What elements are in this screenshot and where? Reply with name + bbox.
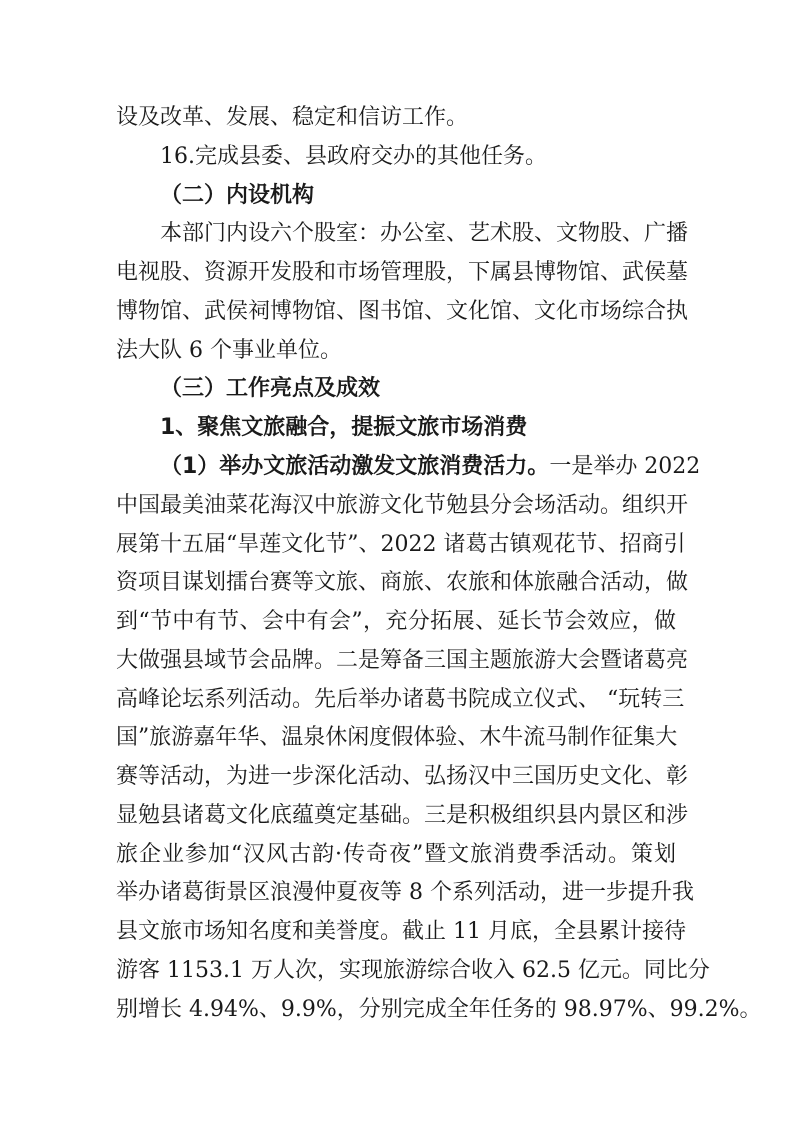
paragraph-line: 高峰论坛系列活动。先后举办诸葛书院成立仪式、 “玩转三 bbox=[116, 687, 685, 712]
paragraph-line: 博物馆、武侯祠博物馆、图书馆、文化馆、文化市场综合执 bbox=[116, 299, 689, 324]
paragraph-line: 显勉县诸葛文化底蕴奠定基础。三是积极组织县内景区和涉 bbox=[116, 803, 689, 828]
inline-text: 一是举办 2022 bbox=[549, 454, 701, 479]
paragraph-line: 大做强县域节会品牌。二是筹备三国主题旅游大会暨诸葛亮 bbox=[116, 648, 689, 673]
paragraph-line: 举办诸葛街景区浪漫仲夏夜等 8 个系列活动，进一步提升我 bbox=[116, 880, 694, 905]
section-heading-highlights: （三）工作亮点及成效 bbox=[160, 376, 381, 401]
paragraph-line: 游客 1153.1 万人次，实现旅游综合收入 62.5 亿元。同比分 bbox=[116, 958, 710, 983]
paragraph-line: 中国最美油菜花海汉中旅游文化节勉县分会场活动。组织开 bbox=[116, 493, 689, 518]
paragraph-line bbox=[160, 449, 701, 485]
paragraph-line: 展第十五届“旱莲文化节”、2022 诸葛古镇观花节、招商引 bbox=[116, 532, 686, 557]
paragraph-line: 到“节中有节、会中有会”，充分拓展、延长节会效应，做 bbox=[116, 609, 676, 634]
paragraph-line: 别增长 4.94%、9.9%，分别完成全年任务的 98.97%、99.2%。 bbox=[116, 997, 762, 1022]
paragraph-line: 赛等活动，为进一步深化活动、弘扬汉中三国历史文化、彰 bbox=[116, 764, 689, 789]
paragraph-line: 资项目谋划擂台赛等文旅、商旅、农旅和体旅融合活动，做 bbox=[116, 570, 689, 595]
paragraph-line: 旅企业参加“汉风古韵·传奇夜”暨文旅消费季活动。策划 bbox=[116, 842, 676, 867]
paragraph-line: 本部门内设六个股室：办公室、艺术股、文物股、广播 bbox=[160, 221, 689, 246]
item-heading-activities: （1）举办文旅活动激发文旅消费活力。 bbox=[160, 454, 550, 479]
paragraph-line: 国”旅游嘉年华、温泉休闲度假体验、木牛流马制作征集大 bbox=[116, 725, 678, 750]
paragraph-line: 法大队 6 个事业单位。 bbox=[116, 338, 342, 363]
subsection-heading-culture-tourism: 1、聚焦文旅融合，提振文旅市场消费 bbox=[160, 415, 528, 440]
list-item-16: 16.完成县委、县政府交办的其他任务。 bbox=[160, 144, 547, 169]
paragraph-line: 县文旅市场知名度和美誉度。截止 11 月底，全县累计接待 bbox=[116, 919, 686, 944]
paragraph-line: 电视股、资源开发股和市场管理股，下属县博物馆、武侯墓 bbox=[116, 260, 689, 285]
section-heading-internal-structure: （二）内设机构 bbox=[160, 183, 315, 208]
paragraph-line: 设及改革、发展、稳定和信访工作。 bbox=[116, 105, 469, 130]
